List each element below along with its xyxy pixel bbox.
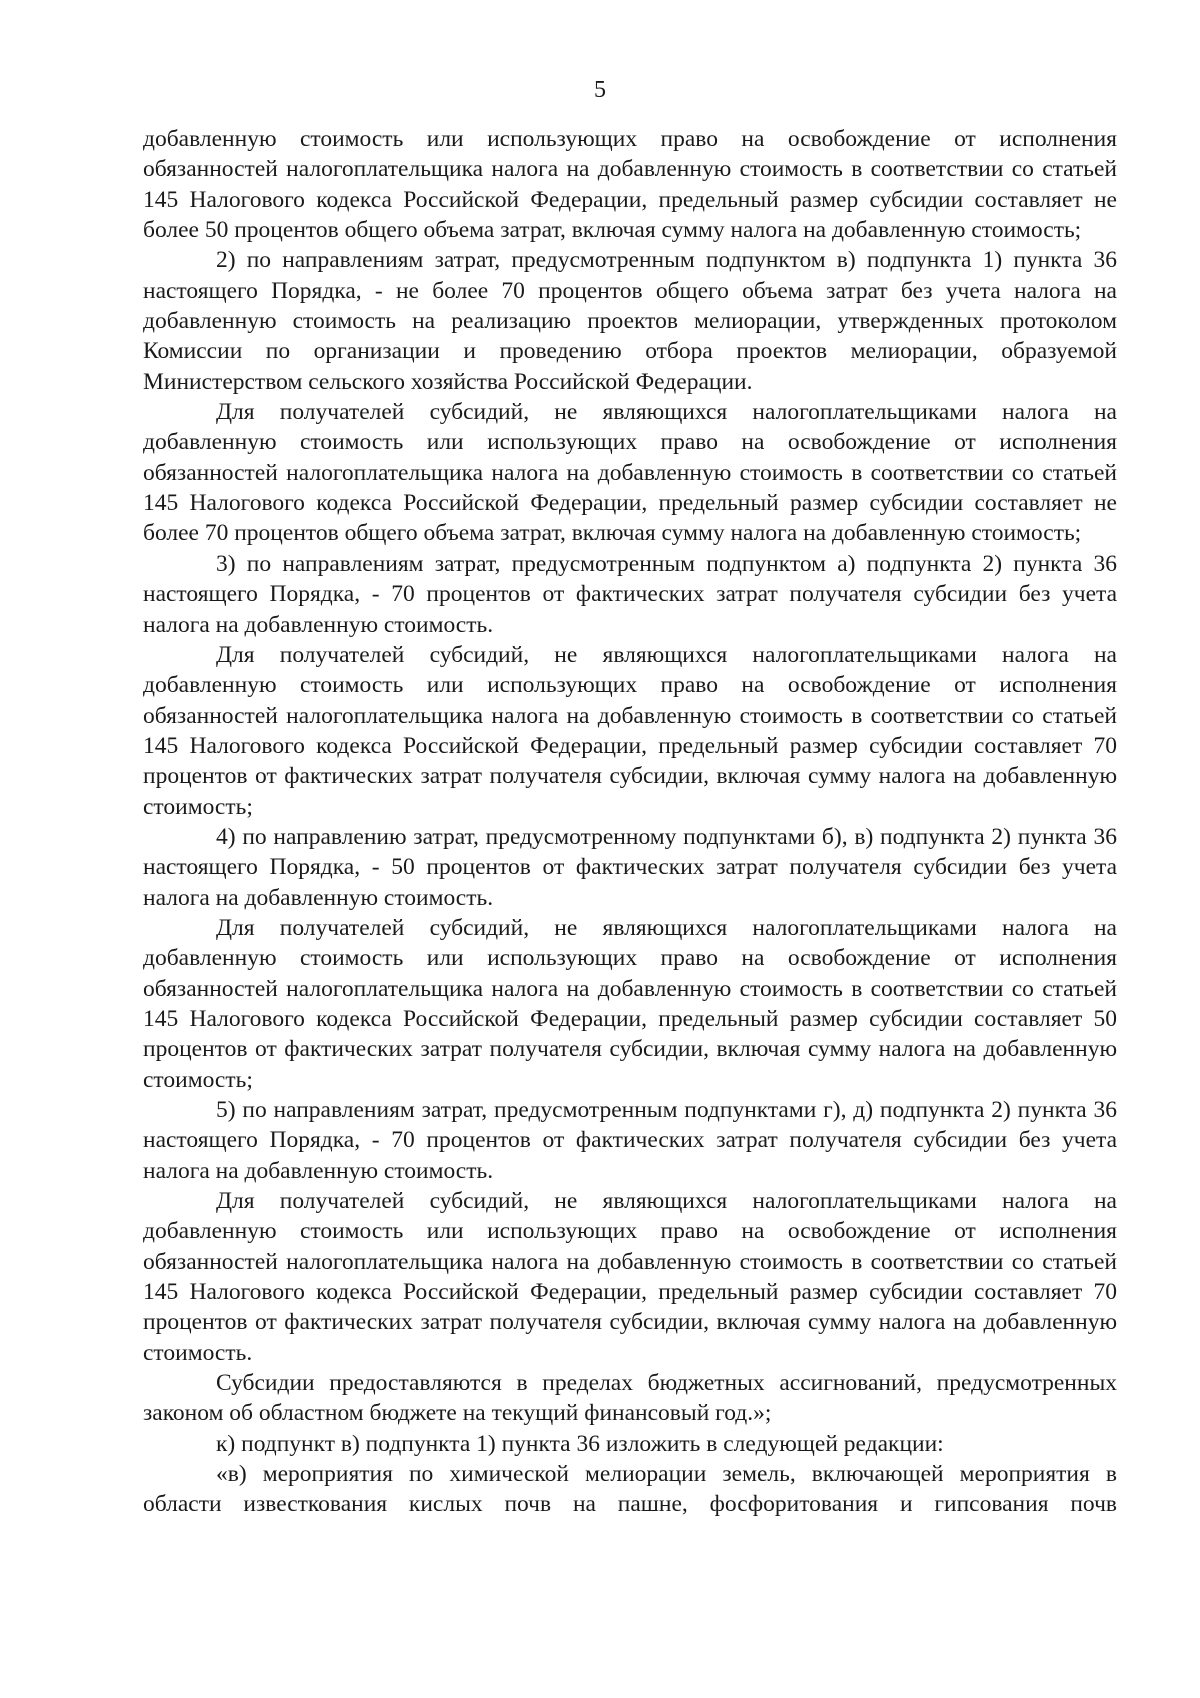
- document-body: [143, 124, 1117, 1520]
- paragraph-budget-note: Субсидии предоставляются в пределах бюджетных ассигнований, предусмотренных законом об областном бюджете на текущий финансовый год.»;: [143, 1370, 1117, 1427]
- paragraph-item-2-vat-note: Для получателей субсидий, не являющихся налогоплательщиками налога на добавленную стоимость или использующих право на освобождение от исполнения обязанностей налогоплательщика налога на добавленную стоимость в соответствии со статьей 145 Налогового кодекса Российской Федерации, предельный размер субсидии составляет не более 70 процентов общего объема затрат, включая сумму налога на добавленную стоимость;: [143, 399, 1117, 547]
- paragraph-item-3-vat-note: Для получателей субсидий, не являющихся налогоплательщиками налога на добавленную стоимость или использующих право на освобождение от исполнения обязанностей налогоплательщика налога на добавленную стоимость в соответствии со статьей 145 Налогового кодекса Российской Федерации, предельный размер субсидии составляет 70 процентов от фактических затрат получателя субсидии, включая сумму налога на добавленную стоимость;: [143, 641, 1117, 820]
- paragraph-item-2: 2) по направлениям затрат, предусмотренным подпунктом в) подпункта 1) пункта 36 настоящего Порядка, - не более 70 процентов общего объема затрат без учета налога на добавленную стоимость на реализацию проектов мелиорации, утвержденных протоколом Комиссии по организации и проведению отбора проектов мелиорации, образуемой Министерством сельского хозяйства Российской Федерации.: [143, 247, 1117, 395]
- paragraph-item-5-vat-note: Для получателей субсидий, не являющихся налогоплательщиками налога на добавленную стоимость или использующих право на освобождение от исполнения обязанностей налогоплательщика налога на добавленную стоимость в соответствии со статьей 145 Налогового кодекса Российской Федерации, предельный размер субсидии составляет 70 процентов от фактических затрат получателя субсидии, включая сумму налога на добавленную стоимость.: [143, 1188, 1117, 1366]
- paragraph-amendment-text: «в) мероприятия по химической мелиорации земель, включающей мероприятия в области известкования кислых почв на пашне, фосфоритования и гипсования почв: [143, 1461, 1117, 1518]
- paragraph-item-4-vat-note: Для получателей субсидий, не являющихся налогоплательщиками налога на добавленную стоимость или использующих право на освобождение от исполнения обязанностей налогоплательщика налога на добавленную стоимость в соответствии со статьей 145 Налогового кодекса Российской Федерации, предельный размер субсидии составляет 50 процентов от фактических затрат получателя субсидии, включая сумму налога на добавленную стоимость;: [143, 914, 1117, 1093]
- paragraph-item-4: 4) по направлению затрат, предусмотренному подпунктами б), в) подпункта 2) пункта 36 настоящего Порядка, - 50 процентов от фактических затрат получателя субсидии без учета налога на добавленную стоимость.: [143, 823, 1117, 911]
- paragraph-item-5: 5) по направлениям затрат, предусмотренным подпунктами г), д) подпункта 2) пункта 36 настоящего Порядка, - 70 процентов от фактических затрат получателя субсидии без учета налога на добавленную стоимость.: [143, 1097, 1117, 1184]
- page-number: 5: [594, 77, 606, 103]
- paragraph-item-3: 3) по направлениям затрат, предусмотренным подпунктом а) подпункта 2) пункта 36 настоящего Порядка, - 70 процентов от фактических затрат получателя субсидии без учета налога на добавленную стоимость.: [143, 550, 1117, 638]
- paragraph-amendment-k: к) подпункт в) подпункта 1) пункта 36 изложить в следующей редакции:: [216, 1430, 944, 1457]
- paragraph-continuation: добавленную стоимость или использующих право на освобождение от исполнения обязанностей налогоплательщика налога на добавленную стоимость в соответствии со статьей 145 Налогового кодекса Российской Федерации, предельный размер субсидии составляет не более 50 процентов общего объема затрат, включая сумму налога на добавленную стоимость;: [143, 126, 1117, 244]
